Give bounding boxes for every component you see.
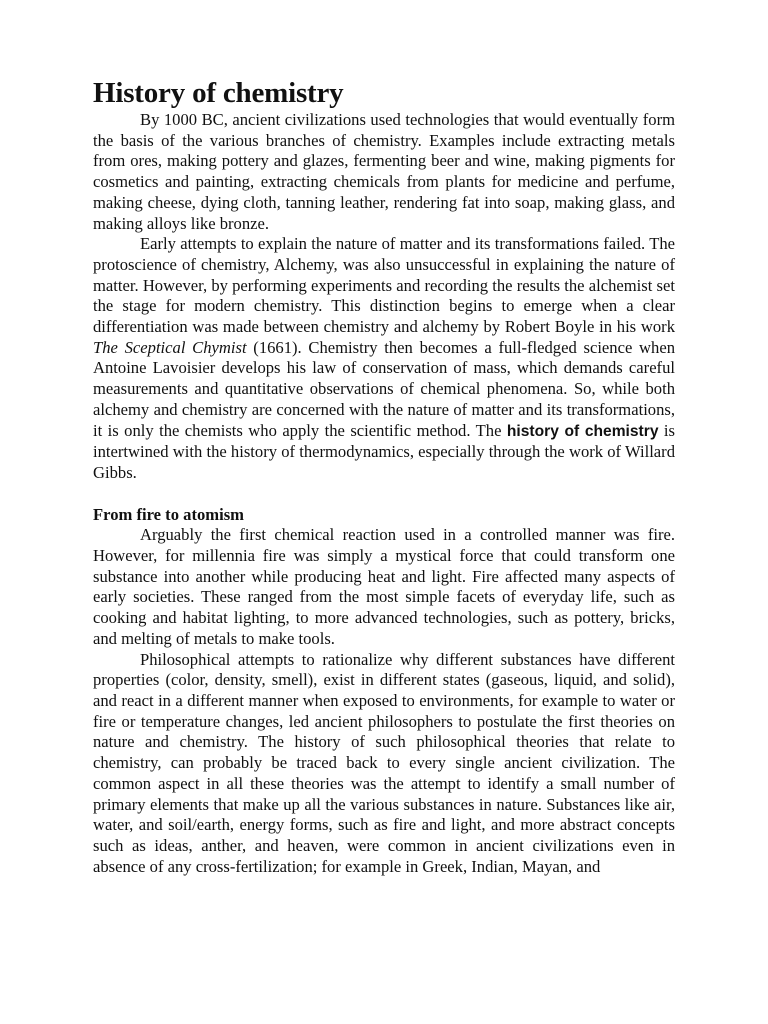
paragraph-text: is intertwined with the history of thermodynamics, especially through the work of Willard Gibbs.: [93, 420, 676, 482]
paragraph-ancient-technologies: By 1000 BC, ancient civilizations used technologies that would eventually form the basis of the various branches of chemistry. Examples include extracting metals from ores, making pottery and glazes, fermenting beer and wine, making pigments for cosmetics and painting, extracting chemicals from plants for medicine and perfume, making cheese, dying cloth, tanning leather, rendering fat into soap, making glass, and making alloys like bronze.: [93, 110, 675, 233]
document-page: [93, 76, 675, 877]
paragraph-text: (1661). Chemistry then becomes a full-fledged science when Antoine Lavoisier develops his law of conservation of mass, which demands careful measurements and quantitative observations of chemical phenomena. So, while both alchemy and chemistry are concerned with the nature of matter and its transformations, it is only the chemists who apply the scientific method. The: [93, 337, 675, 440]
paragraph-alchemy-to-chemistry: [93, 234, 675, 483]
page-title: History of chemistry: [93, 77, 344, 109]
paragraph-philosophical-attempts: Philosophical attempts to rationalize why different substances have different properties (color, density, smell), exist in different states (gaseous, liquid, and solid), and react in a different manner when exposed to environments, for example to water or fire or temperature changes, led ancient philosophers to postulate the first theories on nature and chemistry. The history of such philosophical theories that relate to chemistry, can probably be traced back to every single ancient civilization. The common aspect in all these theories was the attempt to identify a small number of primary elements that make up all the various substances in nature. Substances like air, water, and soil/earth, energy forms, such as fire and light, and more abstract concepts such as ideas, anther, and heaven, were common in ancient civilizations even in absence of any cross-fertilization; for example in Greek, Indian, Mayan, and: [93, 649, 675, 876]
paragraph-text: Early attempts to explain the nature of matter and its transformations failed. The protoscience of chemistry, Alchemy, was also unsuccessful in explaining the nature of matter. However, by performing experiments and recording the results the alchemist set the stage for modern chemistry. This distinction begins to emerge when a clear differentiation was made between chemistry and alchemy by Robert Boyle in his work: [93, 234, 675, 337]
book-title: The Sceptical Chymist: [93, 337, 247, 357]
highlighted-term: history of chemistry: [506, 422, 659, 440]
paragraph-fire: Arguably the first chemical reaction used in a controlled manner was fire. However, for millennia fire was simply a mystical force that could transform one substance into another while producing heat and light. Fire affected many aspects of early societies. These ranged from the most simple facets of everyday life, such as cooking and habitat lighting, to more advanced technologies, such as pottery, bricks, and melting of metals to make tools.: [93, 525, 675, 648]
section-heading: From fire to atomism: [93, 504, 244, 524]
